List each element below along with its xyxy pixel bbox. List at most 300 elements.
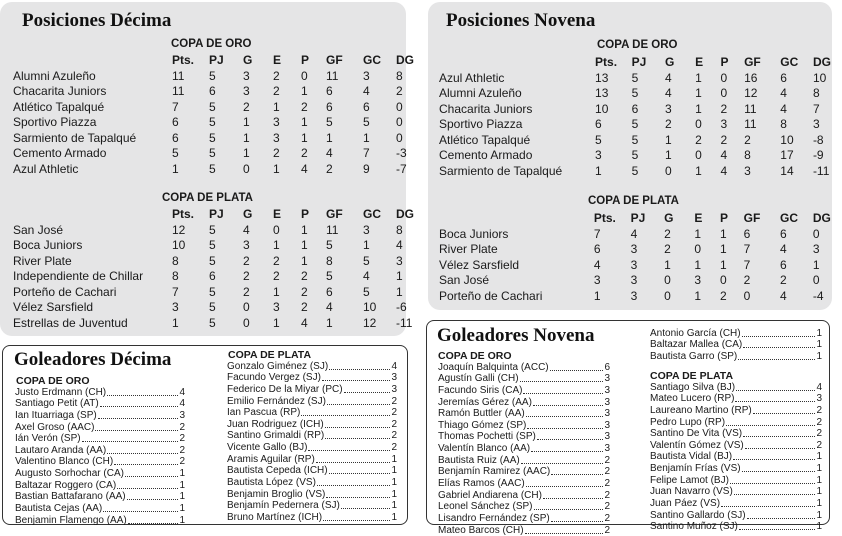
- dot-leader: [103, 511, 178, 512]
- table-row: [13, 161, 424, 177]
- header-e: E: [273, 207, 282, 221]
- stat-gc: 4: [780, 86, 787, 101]
- scorer-name: Santino Gallardo (SJ): [650, 509, 746, 521]
- dot-leader: [551, 521, 604, 522]
- goal-count: 2: [816, 404, 822, 416]
- team-name: Azul Athletic: [439, 70, 505, 85]
- stat-pts: 10: [172, 238, 186, 253]
- dot-leader: [726, 425, 815, 426]
- scorer-name: Santiago Silva (BJ): [650, 381, 736, 393]
- stat-pts: 7: [593, 226, 601, 241]
- team-name: San José: [439, 273, 490, 288]
- goal-count: 3: [604, 408, 610, 420]
- scorer-name: Lisandro Fernández (SP): [438, 512, 550, 524]
- stat-pts: 1: [172, 315, 179, 330]
- scorer-name: Gonzalo Giménez (SJ): [227, 360, 329, 372]
- goal-count: 1: [816, 474, 822, 486]
- header-gf: GF: [744, 55, 761, 69]
- stat-g: 3: [243, 84, 250, 99]
- stat-gc: 10: [780, 132, 794, 147]
- stat-gc: 4: [363, 84, 370, 99]
- scorer-name: Baltazar Mallea (CA): [650, 339, 743, 351]
- stat-p: 1: [719, 242, 727, 257]
- dot-leader: [738, 359, 815, 360]
- goal-count: 1: [816, 498, 822, 510]
- stat-gf: 4: [326, 300, 333, 315]
- list-item: [650, 509, 822, 521]
- stat-gc: 1: [363, 238, 370, 253]
- scorer-name: Facundo Vergez (SJ): [227, 372, 321, 384]
- stat-gf: 7: [743, 257, 751, 272]
- list-item: [227, 441, 397, 453]
- scorer-name: Juan Navarro (VS): [650, 486, 733, 498]
- header-team: [439, 54, 595, 70]
- stat-dg: -8: [812, 132, 824, 147]
- goal-count: 1: [391, 465, 397, 477]
- stat-e: 1: [273, 315, 280, 330]
- dot-leader: [747, 518, 816, 519]
- list-item: [227, 488, 397, 500]
- gol-novena-extra-list: [650, 327, 822, 362]
- stat-g: 0: [243, 161, 250, 176]
- stat-pts: 6: [172, 115, 179, 130]
- stat-g: 1: [664, 257, 671, 272]
- team-name: Sportivo Piazza: [13, 115, 97, 130]
- list-item: [227, 418, 397, 430]
- stat-pj: 4: [630, 226, 638, 241]
- goal-count: 1: [391, 488, 397, 500]
- dot-leader: [533, 405, 604, 406]
- table-row: [439, 148, 842, 164]
- stat-e: 1: [695, 163, 702, 178]
- goal-count: 2: [604, 454, 610, 466]
- stat-pj: 5: [209, 115, 216, 130]
- dot-leader: [743, 347, 815, 348]
- stat-g: 2: [243, 284, 250, 299]
- stat-pj: 5: [209, 253, 216, 268]
- stat-gf: 16: [744, 70, 758, 85]
- stat-e: 2: [273, 84, 280, 99]
- stat-p: 1: [301, 130, 308, 145]
- header-e: E: [694, 211, 703, 225]
- scorer-name: Agustín Galli (CH): [438, 373, 519, 385]
- scorer-name: Baltazar Roggero (CA): [15, 479, 117, 491]
- stat-pj: 5: [209, 300, 216, 315]
- stat-e: 1: [694, 257, 702, 272]
- dot-leader: [735, 401, 815, 402]
- list-item: [438, 361, 610, 373]
- scorer-name: Ian Ituarriaga (SP): [15, 409, 97, 421]
- dot-leader: [521, 463, 604, 464]
- dot-leader: [329, 473, 391, 474]
- scorer-name: Facundo Siris (CA): [438, 384, 523, 396]
- header-g: G: [243, 53, 253, 67]
- list-item: [650, 416, 822, 428]
- stat-dg: 3: [812, 242, 820, 257]
- stat-p: 2: [720, 101, 728, 116]
- stat-p: 3: [720, 117, 728, 132]
- list-item: [227, 500, 397, 512]
- stat-p: 0: [719, 273, 727, 288]
- scorer-name: Benjamín Pedernera (SJ): [227, 500, 340, 512]
- stat-gc: 4: [363, 269, 370, 284]
- stat-gc: 17: [780, 148, 794, 163]
- table-row: [439, 288, 842, 304]
- goal-count: 4: [391, 360, 397, 372]
- stat-pj: 5: [631, 148, 639, 163]
- goal-count: 1: [816, 521, 822, 533]
- goal-count: 2: [816, 439, 822, 451]
- scorer-name: Vicente Gallo (BJ): [227, 442, 308, 454]
- scorer-name: Justo Erdmann (CH): [15, 386, 107, 398]
- scorer-name: Juan Rodriguez (ICH): [227, 418, 324, 430]
- scorer-name: Santino Grimaldi (RP): [227, 430, 325, 442]
- list-item: [15, 398, 185, 410]
- novena-copa-de-plata-table: [439, 210, 842, 304]
- stat-gf: 6: [326, 284, 333, 299]
- dot-leader: [745, 448, 816, 449]
- goal-count: 2: [604, 489, 610, 501]
- gol-novena-plata-label: COPA DE PLATA: [650, 370, 734, 382]
- stat-p: 0: [720, 70, 728, 85]
- dot-leader: [325, 438, 390, 439]
- stat-p: 2: [719, 288, 727, 303]
- dot-leader: [128, 523, 179, 524]
- decima-copa-de-plata-table: [13, 206, 424, 331]
- stat-gf: 2: [744, 132, 751, 147]
- team-name: Sportivo Piazza: [439, 117, 523, 132]
- list-item: [438, 384, 610, 396]
- scorer-name: Valentino Blanco (CH): [15, 456, 114, 468]
- goal-count: 3: [604, 384, 610, 396]
- stat-e: 1: [273, 238, 280, 253]
- stat-e: 2: [273, 253, 280, 268]
- table-row: [439, 70, 842, 86]
- dot-leader: [753, 413, 816, 414]
- list-item: [650, 327, 822, 339]
- stat-pts: 3: [172, 300, 179, 315]
- list-item: [15, 467, 185, 479]
- goal-count: 2: [604, 524, 610, 536]
- stat-e: 1: [695, 101, 702, 116]
- team-name: Vélez Sarsfield: [439, 257, 520, 272]
- goal-count: 4: [179, 398, 185, 410]
- stat-gf: 5: [326, 238, 333, 253]
- scorer-name: Bautista López (VS): [227, 477, 316, 489]
- goal-count: 3: [391, 383, 397, 395]
- gol-decima-oro-list: [15, 386, 185, 526]
- stat-pts: 5: [172, 146, 179, 161]
- goal-count: 2: [816, 416, 822, 428]
- stat-pj: 5: [631, 70, 639, 85]
- stat-gc: 1: [363, 130, 370, 145]
- goal-count: 2: [391, 395, 397, 407]
- stat-gc: 3: [363, 68, 370, 83]
- stat-g: 0: [243, 300, 250, 315]
- header-row: [13, 52, 424, 68]
- stat-e: 2: [273, 68, 280, 83]
- stat-gf: 11: [326, 68, 339, 83]
- stat-g: 4: [664, 70, 672, 85]
- team-name: River Plate: [13, 253, 72, 268]
- stat-pts: 6: [172, 130, 179, 145]
- stat-dg: -7: [396, 161, 407, 176]
- stat-e: 1: [273, 99, 280, 114]
- scorer-name: Ramón Buttler (AA): [438, 408, 525, 420]
- goal-count: 1: [179, 514, 185, 526]
- scorer-name: Jeremías Gérez (AA): [438, 396, 532, 408]
- table-row: [13, 99, 424, 115]
- stat-p: 0: [720, 86, 728, 101]
- goal-count: 1: [179, 468, 185, 480]
- list-item: [650, 404, 822, 416]
- stat-p: 1: [301, 253, 308, 268]
- header-team: [13, 52, 172, 68]
- list-item: [650, 381, 822, 393]
- scorer-name: Axel Groso (AAC): [15, 421, 95, 433]
- stat-p: 2: [301, 300, 308, 315]
- stat-p: 0: [301, 68, 308, 83]
- goal-count: 1: [391, 453, 397, 465]
- stat-g: 3: [664, 101, 672, 116]
- table-row: [13, 84, 424, 100]
- goal-count: 2: [604, 512, 610, 524]
- dot-leader: [100, 406, 179, 407]
- stat-pj: 6: [209, 269, 216, 284]
- team-name: Porteño de Cachari: [13, 284, 117, 299]
- scorer-name: Augusto Sorhochar (CA): [15, 468, 124, 480]
- list-item: [438, 466, 610, 478]
- scorer-name: Thomas Pochetti (SP): [438, 431, 536, 443]
- header-gc: GC: [363, 207, 381, 221]
- goal-count: 1: [391, 511, 397, 523]
- list-item: [15, 502, 185, 514]
- dot-leader: [551, 474, 603, 475]
- dot-leader: [537, 439, 604, 440]
- scorer-name: Santiago Petit (AT): [15, 398, 99, 410]
- stat-g: 3: [243, 68, 250, 83]
- table-row: [13, 146, 424, 162]
- table-row: [13, 68, 424, 84]
- team-name: Sarmiento de Tapalqué: [439, 163, 563, 178]
- scorer-name: Laureano Martino (RP): [650, 404, 752, 416]
- scorer-name: Mateo Barcos (CH): [438, 524, 524, 536]
- stat-gf: 2: [743, 273, 751, 288]
- header-pts: Pts.: [172, 207, 195, 221]
- stat-g: 3: [243, 238, 250, 253]
- stat-g: 0: [664, 163, 672, 178]
- team-name: Cemento Armado: [439, 148, 533, 163]
- stat-pj: 5: [209, 161, 216, 176]
- dot-leader: [531, 451, 603, 452]
- stat-dg: 1: [396, 269, 403, 284]
- stat-e: 1: [695, 70, 702, 85]
- stat-pj: 5: [209, 146, 216, 161]
- team-name: Porteño de Cachari: [439, 288, 543, 303]
- scorer-name: Bautista Garro (SP): [650, 350, 738, 362]
- dot-leader: [301, 415, 390, 416]
- dot-leader: [325, 427, 391, 428]
- stat-dg: 1: [812, 257, 820, 272]
- stat-pts: 1: [595, 163, 602, 178]
- stat-pts: 11: [172, 68, 185, 83]
- stat-pts: 13: [595, 86, 609, 101]
- header-g: G: [664, 211, 674, 225]
- scorer-name: Aramis Aguilar (RP): [227, 453, 315, 465]
- stat-pj: 6: [631, 101, 639, 116]
- goal-count: 2: [391, 430, 397, 442]
- stat-gc: 4: [780, 242, 787, 257]
- scorer-name: Santino Muñoz (SJ): [650, 521, 738, 533]
- stat-pts: 6: [595, 117, 602, 132]
- stat-g: 2: [664, 242, 671, 257]
- dot-leader: [125, 476, 178, 477]
- stat-gf: 6: [743, 226, 751, 241]
- stat-gc: 4: [780, 101, 787, 116]
- stat-gc: 6: [363, 99, 370, 114]
- stat-pts: 6: [593, 242, 601, 257]
- team-name: Estrellas de Juventud: [13, 315, 128, 330]
- stat-e: 0: [695, 148, 702, 163]
- goal-count: 1: [816, 451, 822, 463]
- stat-pts: 7: [172, 284, 179, 299]
- list-item: [650, 521, 822, 533]
- team-name: Alumni Azuleño: [439, 86, 522, 101]
- scorer-name: Benjamín Frías (VS): [650, 463, 741, 475]
- stat-gc: 7: [363, 146, 370, 161]
- stat-gc: 6: [780, 70, 787, 85]
- scorer-name: Leonel Sánchez (SP): [438, 501, 533, 513]
- list-item: [227, 383, 397, 395]
- list-item: [227, 395, 397, 407]
- stat-g: 0: [243, 315, 250, 330]
- stat-g: 2: [664, 226, 671, 241]
- list-item: [227, 407, 397, 419]
- list-item: [438, 408, 610, 420]
- stat-gf: 1: [326, 315, 333, 330]
- stat-gc: 14: [780, 163, 794, 178]
- stat-gc: 6: [780, 226, 787, 241]
- stat-p: 2: [301, 99, 308, 114]
- stat-gc: 12: [363, 315, 377, 330]
- list-item: [650, 339, 822, 351]
- dot-leader: [742, 336, 816, 337]
- list-item: [227, 360, 397, 372]
- goal-count: 1: [391, 477, 397, 489]
- stat-gf: 11: [744, 101, 757, 116]
- list-item: [650, 393, 822, 405]
- header-gc: GC: [780, 211, 799, 225]
- stat-e: 0: [694, 242, 702, 257]
- gol-novena-oro-list: [438, 361, 610, 536]
- list-item: [15, 491, 185, 503]
- list-item: [227, 465, 397, 477]
- dot-leader: [127, 499, 179, 500]
- posiciones-novena-title: Posiciones Novena: [446, 10, 596, 31]
- stat-e: 2: [273, 146, 280, 161]
- stat-dg: 3: [396, 253, 403, 268]
- stat-g: 1: [243, 115, 250, 130]
- list-item: [438, 442, 610, 454]
- stat-gf: 1: [326, 130, 333, 145]
- header-pts: Pts.: [595, 55, 618, 69]
- novena-plata-label: COPA DE PLATA: [588, 195, 679, 207]
- stat-dg: 0: [396, 115, 403, 130]
- stat-g: 0: [664, 273, 671, 288]
- header-pj: PJ: [631, 55, 647, 69]
- stat-gc: 5: [363, 115, 370, 130]
- stat-gf: 7: [743, 242, 751, 257]
- list-item: [650, 497, 822, 509]
- dot-leader: [95, 430, 178, 431]
- stat-p: 2: [720, 132, 728, 147]
- table-row: [439, 132, 842, 148]
- goleadores-novena-title: Goleadores Novena: [437, 325, 595, 346]
- dot-leader: [730, 483, 816, 484]
- header-e: E: [273, 53, 282, 67]
- goal-count: 3: [604, 443, 610, 455]
- stat-dg: 0: [812, 273, 820, 288]
- scorer-name: Benjamin Flamengo (AA): [15, 514, 127, 526]
- scorer-name: Bautista Vidal (BJ): [650, 451, 733, 463]
- goal-count: 1: [391, 500, 397, 512]
- stat-p: 2: [301, 269, 308, 284]
- goal-count: 3: [604, 419, 610, 431]
- stat-dg: 1: [396, 284, 403, 299]
- team-name: Independiente de Chillar: [13, 269, 144, 284]
- table-row: [13, 315, 424, 331]
- scorer-name: Lautaro Aranda (AA): [15, 444, 107, 456]
- stat-pj: 5: [631, 86, 639, 101]
- stat-pj: 6: [209, 84, 216, 99]
- header-pts: Pts.: [172, 53, 195, 67]
- team-name: Chacarita Juniors: [13, 84, 107, 99]
- stat-gf: 6: [326, 99, 333, 114]
- goal-count: 1: [179, 479, 185, 491]
- goal-count: 2: [179, 433, 185, 445]
- stat-dg: 7: [812, 101, 820, 116]
- goal-count: 2: [179, 444, 185, 456]
- list-item: [438, 512, 610, 524]
- dot-leader: [114, 464, 178, 465]
- stat-gc: 2: [780, 273, 787, 288]
- stat-e: 0: [273, 222, 280, 237]
- header-gf: GF: [326, 207, 343, 221]
- table-row: [13, 222, 424, 238]
- dot-leader: [344, 392, 391, 393]
- team-name: Cemento Armado: [13, 146, 107, 161]
- goal-count: 1: [816, 339, 822, 351]
- table-row: [439, 86, 842, 102]
- stat-gf: 0: [743, 288, 751, 303]
- stat-e: 1: [273, 284, 280, 299]
- stat-pts: 3: [593, 273, 601, 288]
- stat-gc: 5: [363, 284, 370, 299]
- stat-gc: 5: [363, 253, 370, 268]
- stat-p: 1: [301, 222, 308, 237]
- stat-pj: 5: [631, 117, 639, 132]
- stat-gc: 6: [780, 257, 787, 272]
- header-g: G: [664, 55, 675, 69]
- goal-count: 1: [816, 463, 822, 475]
- scorer-name: Thiago Gómez (SP): [438, 419, 527, 431]
- stat-e: 2: [695, 132, 702, 147]
- stat-gc: 9: [363, 161, 370, 176]
- stat-g: 2: [243, 253, 250, 268]
- team-name: San José: [13, 222, 64, 237]
- stat-p: 4: [720, 163, 728, 178]
- stat-p: 2: [301, 146, 308, 161]
